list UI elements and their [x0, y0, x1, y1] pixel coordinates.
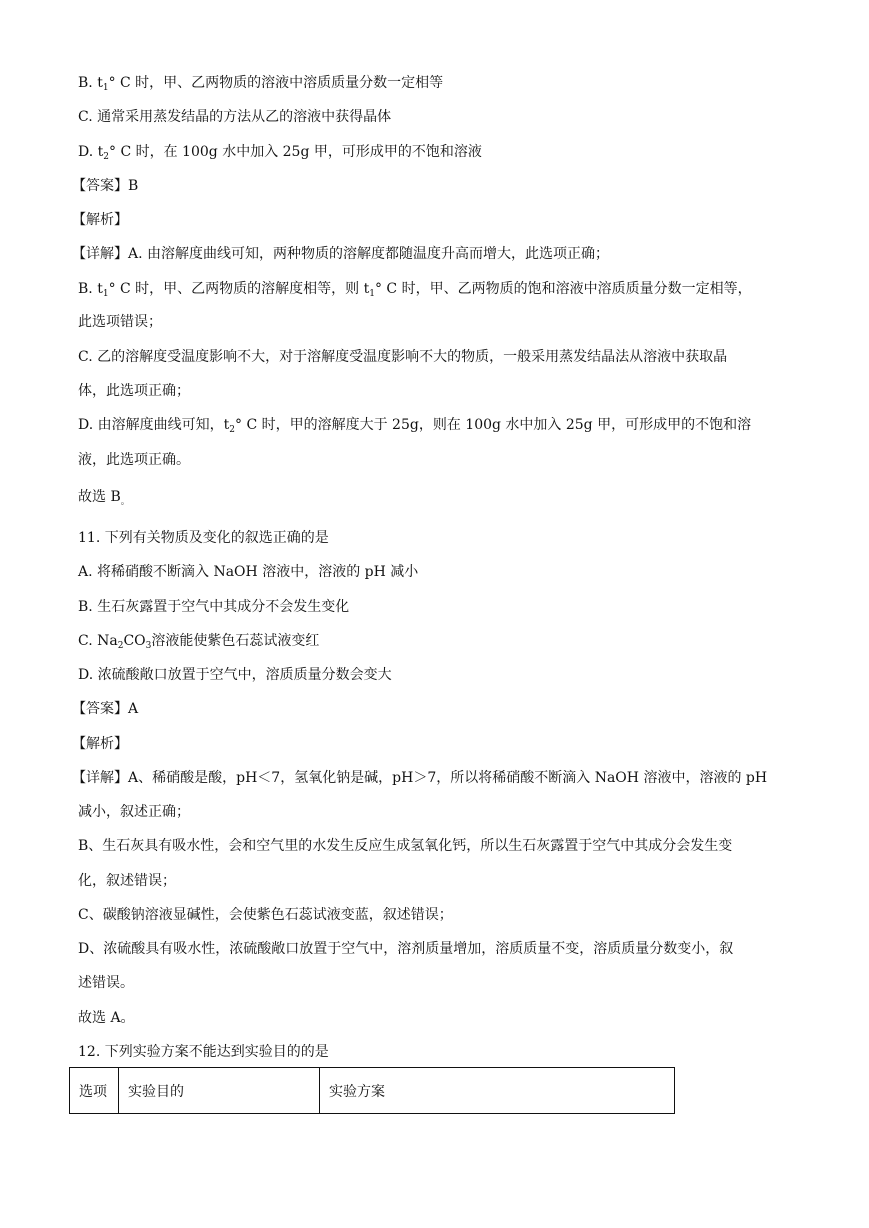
q10-choose: 故选 $B_。$ — [78, 489, 130, 507]
q10-detail-c-cont: 体，此选项正确； — [78, 383, 190, 399]
experiment-table — [69, 1067, 675, 1114]
q10-option-b: B. $t_1^\circ$ C 时，甲、乙两物质的溶液中溶质质量分数一定相等 — [78, 75, 444, 93]
table-header-plan: 实验方案 — [320, 1068, 675, 1114]
q11-detail-a-cont: 减小，叙述正确； — [78, 804, 190, 820]
q11-answer: 【答案】A — [72, 701, 139, 717]
q11-detail-b-cont: 化，叙述错误； — [78, 873, 176, 889]
q11-option-c: C. $Na_2CO_3$溶液能使紫色石蕊试液变红 — [78, 633, 320, 651]
table-header-option: 选项 — [70, 1068, 119, 1114]
q10-detail-c: C. 乙的溶解度受温度影响不大，对于溶解度受温度影响不大的物质，一般采用蒸发结晶法从溶液中获取晶 — [78, 349, 728, 365]
q10-answer: 【答案】B — [72, 178, 139, 194]
q12-stem: 12. 下列实验方案不能达到实验目的的是 — [78, 1044, 329, 1060]
q11-analysis-heading: 【解析】 — [72, 736, 128, 752]
q11-stem: 11. 下列有关物质及变化的叙选正确的是 — [78, 530, 329, 546]
q11-detail-d: D、浓硫酸具有吸水性，浓硫酸敞口放置于空气中，溶剂质量增加，溶质质量不变，溶质质量分数变小，叙 — [78, 941, 734, 957]
q10-option-d: D. $t_2^\circ$ C 时，在 100g 水中加入 25g 甲，可形成甲的不饱和溶液 — [78, 144, 482, 162]
q10-detail-a: 【详解】A. 由溶解度曲线可知，两种物质的溶解度都随温度升高而增大，此选项正确； — [72, 246, 610, 262]
q11-detail-a: 【详解】A、稀硝酸是酸，pH＜7，氢氧化钠是碱，pH＞7，所以将稀硝酸不断滴入 NaOH 溶液中，溶液的 pH — [72, 770, 768, 786]
q10-detail-d-cont: 液，此选项正确。 — [78, 452, 190, 468]
q10-analysis-heading: 【解析】 — [72, 212, 128, 228]
q10-detail-b-cont: 此选项错误； — [78, 314, 162, 330]
q10-detail-b: B. $t_1^\circ$ C 时，甲、乙两物质的溶解度相等，则 $t_1^\circ$ C 时，甲、乙两物质的饱和溶液中溶质质量分数一定相等， — [78, 281, 752, 299]
q11-choose: 故选 A。 — [78, 1010, 135, 1026]
q11-detail-c: C、碳酸钠溶液显碱性，会使紫色石蕊试液变蓝，叙述错误； — [78, 907, 453, 923]
q10-detail-d: D. 由溶解度曲线可知，$t_2^\circ$ C 时，甲的溶解度大于 25g，则在 100g 水中加入 25g 甲，可形成甲的不饱和溶 — [78, 417, 752, 435]
table-header-purpose: 实验目的 — [119, 1068, 320, 1114]
q10-option-c: C. 通常采用蒸发结晶的方法从乙的溶液中获得晶体 — [78, 109, 392, 125]
q11-detail-b: B、生石灰具有吸水性，会和空气里的水发生反应生成氢氧化钙，所以生石灰露置于空气中其成分会发生变 — [78, 838, 733, 854]
q11-option-b: B. 生石灰露置于空气中其成分不会发生变化 — [78, 599, 350, 615]
q11-option-d: D. 浓硫酸敞口放置于空气中，溶质质量分数会变大 — [78, 667, 392, 683]
table-header-row — [70, 1068, 675, 1114]
q11-detail-d-cont: 述错误。 — [78, 975, 134, 991]
q11-option-a: A. 将稀硝酸不断滴入 NaOH 溶液中，溶液的 pH 减小 — [78, 564, 419, 580]
